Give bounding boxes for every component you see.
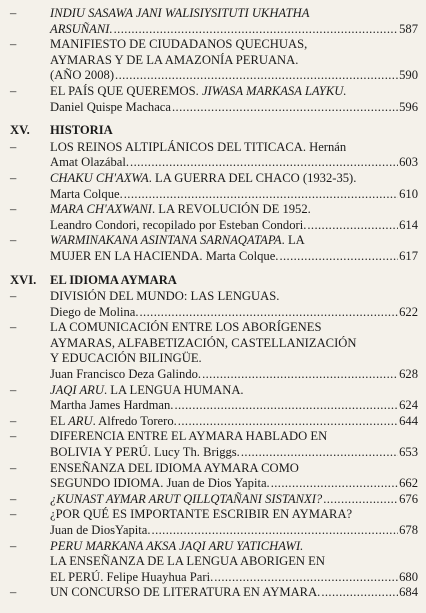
entry-title: WARMINAKANA ASINTANA SARNAQATAPA. LA	[50, 233, 305, 248]
entry-dash: –	[10, 538, 17, 553]
page-number: 676	[399, 491, 418, 506]
entry-title: BOLIVIA Y PERÚ. Lucy Th. Briggs.	[50, 445, 240, 460]
entry-title: AYMARAS Y DE LA AMAZONÍA PERUANA.	[50, 52, 299, 67]
entry-title: (AÑO 2008)	[50, 68, 115, 83]
entry-dash: –	[10, 382, 17, 397]
section-number: XVI.	[10, 272, 37, 287]
toc-entry	[10, 539, 418, 586]
entry-dash: –	[10, 413, 17, 428]
entry-dash: –	[10, 491, 17, 506]
entry-dash: –	[10, 6, 17, 20]
entry-dash: –	[10, 37, 17, 52]
entry-title: SEGUNDO IDIOMA. Juan de Dios Yapita.	[50, 476, 270, 491]
dot-leader	[241, 445, 398, 461]
entry-dash: –	[10, 507, 17, 522]
page-number: 610	[399, 186, 418, 201]
toc-entry	[10, 84, 418, 115]
entry-dash: –	[10, 202, 17, 217]
dot-leader	[323, 492, 398, 508]
dot-leader	[174, 398, 398, 414]
page-number: 628	[399, 367, 418, 382]
entry-title: AYMARAS, ALFABETIZACIÓN, CASTELLANIZACIÓN	[50, 335, 357, 350]
dot-leader	[214, 570, 398, 586]
entry-title: MARA CH'AXWANI. LA REVOLUCIÓN DE 1952.	[50, 202, 311, 217]
dot-leader	[115, 68, 398, 84]
toc-entry	[10, 585, 418, 601]
toc-entry	[10, 461, 418, 492]
dot-leader	[279, 249, 398, 265]
entry-dash: –	[10, 83, 17, 98]
dot-leader	[130, 155, 398, 171]
dot-leader	[152, 523, 399, 539]
entry-author: Juan de DiosYapita.	[50, 523, 151, 537]
toc-entry	[10, 507, 418, 538]
entry-title: MUJER EN LA HACIENDA. Marta Colque.	[50, 248, 279, 263]
toc-entry	[10, 6, 418, 37]
entry-title: ARSUÑANI.	[50, 21, 113, 36]
entry-title: LA COMUNICACIÓN ENTRE LOS ABORÍGENES	[50, 320, 322, 335]
toc-entry	[10, 37, 418, 84]
toc-entry	[10, 140, 418, 171]
dot-leader	[307, 218, 398, 234]
page-number: 603	[399, 155, 418, 170]
entry-title: LA ENSEÑANZA DE LA LENGUA ABORIGEN EN	[50, 554, 325, 569]
entry-title: DIFERENCIA ENTRE EL AYMARA HABLADO EN	[50, 429, 328, 444]
page-number: 678	[399, 523, 418, 537]
toc-entry	[10, 233, 418, 264]
page-number: 587	[399, 21, 418, 36]
entry-title: JAQI ARU. LA LENGUA HUMANA.	[50, 382, 244, 397]
entry-author: Juan Francisco Deza Galindo.	[50, 367, 202, 382]
entry-title: DIVISIÓN DEL MUNDO: LAS LENGUAS.	[50, 289, 280, 304]
dot-leader	[271, 476, 398, 492]
entry-dash: –	[10, 460, 17, 475]
entry-title: PERU MARKANA AKSA JAQI ARU YATICHAWI.	[50, 538, 304, 553]
page-number: 614	[399, 217, 418, 232]
toc-entry	[10, 202, 418, 233]
entry-title: Y EDUCACIÓN BILINGÜE.	[50, 351, 202, 366]
page-number: 653	[399, 445, 418, 460]
page-number: 590	[399, 68, 418, 83]
toc-section-historia	[10, 123, 418, 264]
toc-entry	[10, 383, 418, 414]
page-number: 624	[399, 398, 418, 413]
page-number: 622	[399, 304, 418, 319]
dot-leader	[124, 187, 398, 203]
page-number: 662	[399, 476, 418, 491]
dot-leader	[178, 414, 398, 430]
section-title: HISTORIA	[50, 123, 113, 138]
entry-title: ¿KUNAST AYMAR ARUT QILLQTAÑANI SISTANXI?	[50, 491, 323, 506]
dot-leader	[202, 367, 398, 383]
entry-title: CHAKU CH'AXWA. LA GUERRA DEL CHACO (1932-35).	[50, 170, 357, 185]
entry-dash: –	[10, 585, 17, 600]
page-number: 617	[399, 248, 418, 263]
entry-dash: –	[10, 320, 17, 335]
page-number: 684	[399, 585, 418, 600]
entry-author: Diego de Molina.	[50, 304, 139, 319]
entry-title: MANIFIESTO DE CIUDADANOS QUECHUAS,	[50, 37, 308, 52]
section-title: EL IDIOMA AYMARA	[50, 272, 177, 287]
entry-author: Marta Colque.	[50, 186, 123, 201]
dot-leader	[140, 305, 399, 321]
toc-entry	[10, 429, 418, 460]
entry-dash: –	[10, 170, 17, 185]
page-number: 596	[399, 99, 418, 114]
entry-title: INDIU SASAWA JANI WALISIYSITUTI UKHATHA	[50, 6, 310, 20]
page-number: 680	[399, 569, 418, 584]
entry-dash: –	[10, 139, 17, 154]
toc-entry	[10, 171, 418, 202]
toc-continuation	[10, 6, 418, 115]
dot-leader	[321, 585, 398, 601]
page-number: 644	[399, 413, 418, 428]
entry-author: Martha James Hardman.	[50, 398, 174, 413]
entry-title: ENSEÑANZA DEL IDIOMA AYMARA COMO	[50, 460, 299, 475]
entry-title: LOS REINOS ALTIPLÁNICOS DEL TITICACA. Hernán	[50, 139, 347, 154]
toc-entry	[10, 320, 418, 382]
entry-author: Amat Olazábal.	[50, 155, 130, 170]
toc-entry	[10, 289, 418, 320]
entry-author: Daniel Quispe Machaca	[50, 99, 171, 114]
dot-leader	[172, 100, 398, 116]
entry-title: EL PAÍS QUE QUEREMOS. JIWASA MARKASA LAYKU.	[50, 83, 347, 98]
entry-title: EL ARU. Alfredo Torero.	[50, 413, 177, 428]
entry-title: ¿POR QUÉ ES IMPORTANTE ESCRIBIR EN AYMARA?	[50, 507, 353, 522]
entry-dash: –	[10, 233, 17, 248]
toc-entry	[10, 414, 418, 430]
dot-leader	[114, 22, 398, 38]
entry-title: EL PERÚ. Felipe Huayhua Pari.	[50, 569, 214, 584]
toc-entry	[10, 492, 418, 508]
toc-section-idioma-aymara	[10, 273, 418, 601]
section-number: XV.	[10, 123, 30, 138]
entry-author: Leandro Condori, recopilado por Esteban Condori.	[50, 217, 307, 232]
entry-dash: –	[10, 429, 17, 444]
entry-dash: –	[10, 289, 17, 304]
entry-title: UN CONCURSO DE LITERATURA EN AYMARA.	[50, 585, 321, 600]
